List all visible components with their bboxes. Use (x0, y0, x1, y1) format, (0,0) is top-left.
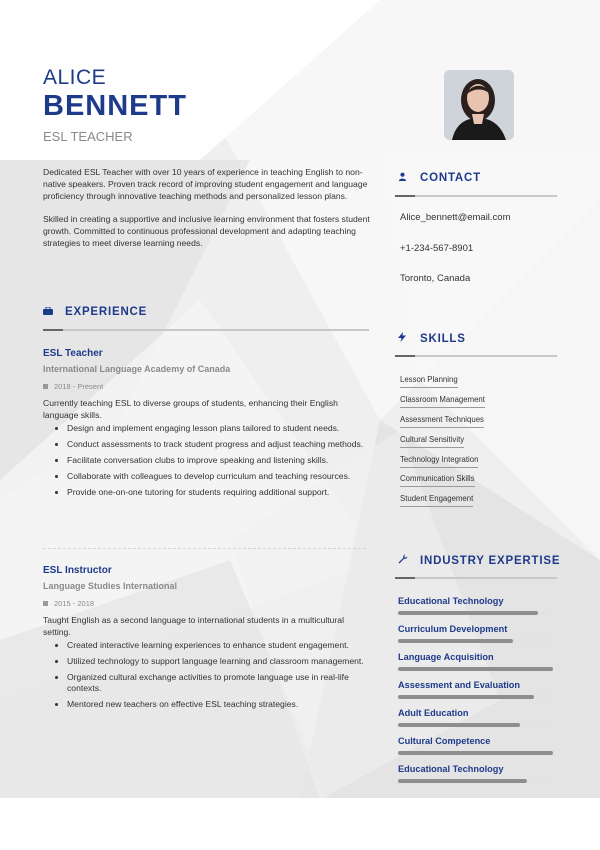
contact-location: Toronto, Canada (400, 273, 471, 284)
expertise-bar (398, 667, 553, 671)
summary-paragraph: Skilled in creating a supportive and inclusive learning environment that fosters student growth. Committed to continuous professional development and adapting teaching strategies to meet diverse learning needs. (43, 213, 370, 249)
skill-item: Classroom Management (400, 395, 485, 408)
job-company: Language Studies International (43, 581, 178, 591)
job-dates-text: 2015 - 2018 (54, 599, 95, 608)
expertise-item (398, 736, 553, 755)
briefcase-icon (43, 307, 57, 318)
experience-heading (43, 306, 147, 318)
job-title: ESL TEACHER (43, 129, 133, 144)
job-bullet: • Conduct assessments to track student progress and adjust teaching methods. (67, 439, 371, 450)
expertise-bar (398, 611, 553, 615)
job-dates (43, 382, 371, 391)
profile-photo (444, 70, 514, 140)
job-bullet: • Provide one-on-one tutoring for students requiring additional support. (67, 487, 371, 498)
job-company: International Language Academy of Canada (43, 364, 231, 374)
avatar (444, 70, 514, 140)
skills-title: SKILLS (420, 332, 466, 345)
skills-heading (398, 332, 466, 345)
job-summary: Taught English as a second language to international students in a multicultural setting. (43, 615, 344, 637)
first-name: ALICE (43, 66, 107, 89)
job-bullet: • Mentored new teachers on effective ESL teaching strategies. (67, 699, 371, 710)
expertise-label: Language Acquisition (398, 652, 494, 662)
skill-item: Lesson Planning (400, 375, 458, 388)
bolt-icon (398, 332, 412, 345)
person-icon (398, 172, 412, 184)
skill-item: Assessment Techniques (400, 415, 484, 428)
expertise-item (398, 596, 553, 615)
expertise-label: Adult Education (398, 708, 469, 718)
last-name: BENNETT (43, 90, 187, 122)
expertise-bar (398, 751, 553, 755)
expertise-item (398, 624, 553, 643)
job-divider (43, 548, 366, 549)
contact-title: CONTACT (420, 172, 481, 184)
expertise-title: INDUSTRY EXPERTISE (420, 554, 561, 567)
job-bullet: • Facilitate conversation clubs to improve speaking and listening skills. (67, 455, 371, 466)
expertise-bar (398, 639, 553, 643)
job-bullets (67, 423, 371, 498)
job-entry (43, 565, 371, 715)
expertise-label: Assessment and Evaluation (398, 680, 521, 690)
expertise-item (398, 764, 553, 783)
job-role: ESL Teacher (43, 348, 103, 359)
job-summary: Currently teaching ESL to diverse groups of students, enhancing their English language skills. (43, 398, 338, 420)
job-bullets (67, 640, 371, 710)
skill-item: Technology Integration (400, 455, 478, 468)
calendar-icon (43, 384, 48, 389)
job-bullet: • Collaborate with colleagues to develop curriculum and teaching resources. (67, 471, 371, 482)
expertise-item (398, 680, 553, 699)
expertise-bar (398, 695, 553, 699)
skills-rule (395, 355, 557, 357)
expertise-heading (398, 554, 560, 567)
job-bullet: • Utilized technology to support language learning and classroom management. (67, 656, 371, 667)
job-entry (43, 348, 371, 503)
expertise-rule (395, 577, 557, 579)
expertise-label: Curriculum Development (398, 624, 508, 634)
job-bullet: • Design and implement engaging lesson plans tailored to student needs. (67, 423, 371, 434)
contact-email[interactable]: Alice_bennett@email.com (400, 212, 511, 223)
job-role: ESL Instructor (43, 565, 112, 576)
contact-rule (395, 195, 557, 197)
experience-rule (43, 329, 369, 331)
page-footer-area (0, 798, 600, 850)
contact-heading (398, 172, 481, 184)
skill-item: Cultural Sensitivity (400, 435, 464, 448)
calendar-icon (43, 601, 48, 606)
summary-paragraph: Dedicated ESL Teacher with over 10 years of experience in teaching English to non-native speakers. Proven track record of improving student engagement and language proficiency through innovative teaching methods and personalized lesson plans. (43, 167, 368, 202)
expertise-item (398, 652, 553, 671)
summary (43, 166, 373, 259)
wrench-icon (398, 554, 412, 567)
expertise-bar (398, 723, 553, 727)
job-bullet: • Organized cultural exchange activities to promote language use in real-life contexts. (67, 672, 371, 694)
expertise-label: Educational Technology (398, 596, 504, 606)
contact-phone: +1-234-567-8901 (400, 243, 474, 254)
skill-item: Student Engagement (400, 494, 473, 507)
experience-title: EXPERIENCE (65, 306, 148, 318)
expertise-item (398, 708, 553, 727)
job-bullet: • Created interactive learning experiences to enhance student engagement. (67, 640, 371, 651)
skill-item: Communication Skills (400, 474, 475, 487)
expertise-label: Cultural Competence (398, 736, 491, 746)
expertise-label: Educational Technology (398, 764, 504, 774)
job-dates (43, 599, 371, 608)
expertise-bar (398, 779, 553, 783)
job-dates-text: 2018 - Present (54, 382, 104, 391)
